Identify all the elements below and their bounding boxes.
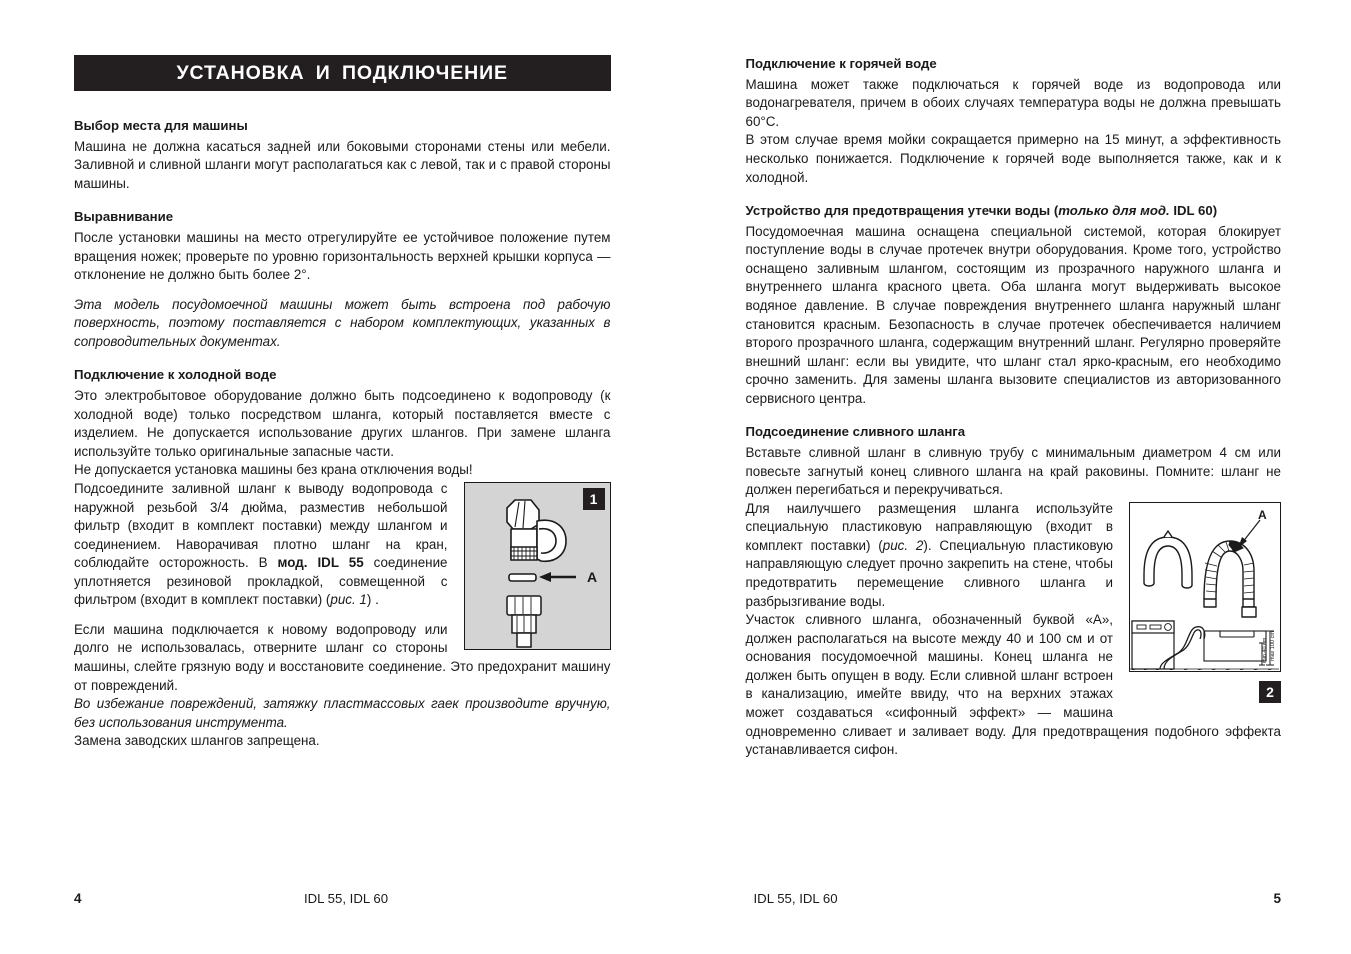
figure-2-height-min-label: min 40 cm <box>1262 637 1268 663</box>
text-figure-ref-1: рис. 1 <box>330 592 367 608</box>
heading-cold-water-connection: Подключение к холодной воде <box>74 367 277 383</box>
spacer <box>746 408 1282 423</box>
spacer <box>74 285 611 296</box>
figure-2-number: 2 <box>1259 681 1281 703</box>
paragraph-cold-water-tap-warning: Не допускается установка машины без крана отключения воды! <box>74 462 473 478</box>
text-model-idl55: мод. IDL 55 <box>277 555 364 571</box>
figure-2-callout-a: A <box>1258 507 1267 522</box>
heading-leak-prevention <box>746 202 1282 220</box>
page-number-left: 4 <box>74 891 82 906</box>
figure1-flow-region <box>74 480 611 751</box>
figure-1-number: 1 <box>583 488 605 510</box>
note-built-in-model: Эта модель посудомоечной машины может быть встроена под рабочую поверхность, поэтому поставляется с набором комплектующих, указанных в сопроводительных документах. <box>74 296 611 349</box>
figure-1-container <box>464 482 611 650</box>
paragraph-hot-water-cycle-time: В этом случае время мойки сокращается примерно на 15 минут, а эффективность несколько понижается. Подключение к горячей воде выполняется также, как и к холодной. <box>745 132 1281 185</box>
paragraph-no-hose-replacement: Замена заводских шлангов запрещена. <box>74 733 320 749</box>
footer-left <box>0 891 676 906</box>
text-leak-heading-b: IDL 60) <box>1169 203 1218 219</box>
footer-right <box>676 891 1351 906</box>
figure-1-callout-a: A <box>586 568 597 585</box>
paragraph-flush-new-plumbing: Если машина подключается к новому водопроводу или долго не использовалась, отверните шланг со стороны машины, слейте грязную воду и восстановите соединение. Это предохранит машину от повреждений. <box>74 621 611 693</box>
figure-2 <box>1129 502 1281 672</box>
figure-1 <box>464 482 611 650</box>
note-hand-tighten: Во избежание повреждений, затяжку пластмассовых гаек производите вручную, без использования инструмента. <box>74 696 611 730</box>
text-inlet-hose-a: Подсоедините заливной шланг к выводу водопровода с наружной резьбой 3/4 дюйма, разместив небольшой фильтр (входит в комплект поставки) между шлангом и соединением. Наворачивая плотно шланг на кран, соблюдайте осторожность. В <box>74 480 448 571</box>
section-banner <box>74 55 611 91</box>
paragraph-place-selection: Машина не должна касаться задней или боковыми сторонами стены или мебели. Заливной и сливной шланги могут располагаться как с левой, так и с правой стороны машины. <box>74 138 611 191</box>
page-right <box>676 0 1351 954</box>
footer-model-left: IDL 55, IDL 60 <box>303 891 389 906</box>
text-figure-ref-2: рис. 2 <box>882 537 924 553</box>
spacer <box>746 187 1282 202</box>
heading-drain-hose-connection: Подсоединение сливного шланга <box>745 424 966 440</box>
paragraph-leak-prevention-system: Посудомоечная машина оснащена специальной системой, которая блокирует поступление воды в случае протечек внутри оборудования. Кроме того, устройство оснащено заливным шлангом, состоящим из прозрачного наружного шланга и внутреннего шланга красного цвета. Оба шланга могут выдерживать высокое водяное давление. В случае повреждения внутреннего шланга наружный шланг становится красным. Безопасность в случае протечек обеспечивается наличием второго прозрачного шланга, содержащим внутренний шланг. Регулярно проверяйте внешний шланг: если вы увидите, что шланг стал ярко-красным, его необходимо срочно заменить. Для замены шланга вызовите специалистов из авторизованного сервисного центра. <box>745 223 1281 406</box>
text-inlet-hose-b: соединение уплотняется резиновой прокладкой, совмещенной с фильтром (входит в комплект поставки) ( <box>74 555 448 608</box>
heading-place-selection: Выбор места для машины <box>74 118 248 133</box>
heading-leveling: Выравнивание <box>74 209 174 225</box>
spacer <box>74 351 611 366</box>
paragraph-cold-water-hose: Это электробытовое оборудование должно быть подсоединено к водопроводу (к холодной воде) только посредством шланга, который поставляется вместе с изделием. Не допускается использование других шлангов. При замене шланга используйте только оригинальные запасные части. <box>74 388 611 459</box>
text-leak-heading-a: Устройство для предотвращения утечки воды ( <box>745 203 1059 219</box>
text-inlet-hose-c: ) . <box>366 592 379 608</box>
spacer <box>74 193 611 208</box>
heading-hot-water-connection: Подключение к горячей воде <box>745 56 937 71</box>
figure-2-illustration <box>1130 503 1279 670</box>
paragraph-drain-hose-insertion: Вставьте сливной шланг в сливную трубу с минимальным диаметром 4 см или повесьте загнутый конец сливного шланга на край раковины. Помните: шланг не должен перегибаться и перекручиваться. <box>745 445 1281 498</box>
paragraph-hose-height-siphon: Участок сливного шланга, обозначенный буквой «А», должен располагаться на высоте между 40 и 100 см и от основания посудомоечной машины. Конец шланга не должен быть опущен в воду. Если сливной шланг встроен в канализацию, имейте ввиду, что на верхних этажах может создаваться «сифонный эффект» — машина одновременно сливает и заливает воду. Для предотвращения подобного эффекта устанавливается сифон. <box>745 612 1281 758</box>
text-guide-b: ). Специальную пластиковую направляющую следует прочно закрепить на стене, чтобы предотвратить перемещение сливного шланга и разбрызгивание воды. <box>745 537 1114 609</box>
text-leak-heading-italic: только для мод. <box>1058 203 1170 219</box>
figure-2-number-row <box>1129 681 1281 703</box>
footer-model-right: IDL 55, IDL 60 <box>753 891 838 906</box>
figure-2-container <box>1129 502 1281 703</box>
page-number-right: 5 <box>1273 891 1281 906</box>
figure2-flow-region <box>746 500 1282 760</box>
text-guide-a: Для наилучшего размещения шланга используйте специальную пластиковую направляющую (входит в комплект поставки) ( <box>745 500 1113 553</box>
paragraph-hot-water-supply: Машина может также подключаться к горячей воде из водопровода или водонагревателя, причем в обоих случаях температура воды не должна превышать 60°C. <box>745 76 1281 129</box>
section-banner-title: УСТАНОВКА И ПОДКЛЮЧЕНИЕ <box>176 61 508 84</box>
figure-2-height-max-label: max 100 cm <box>1270 630 1276 661</box>
paragraph-leveling: После установки машины на место отрегулируйте ее устойчивое положение путем вращения ножек; проверьте по уровню горизонтальность верхней крышки корпуса — отклонение не должно быть более 2°. <box>74 230 611 283</box>
